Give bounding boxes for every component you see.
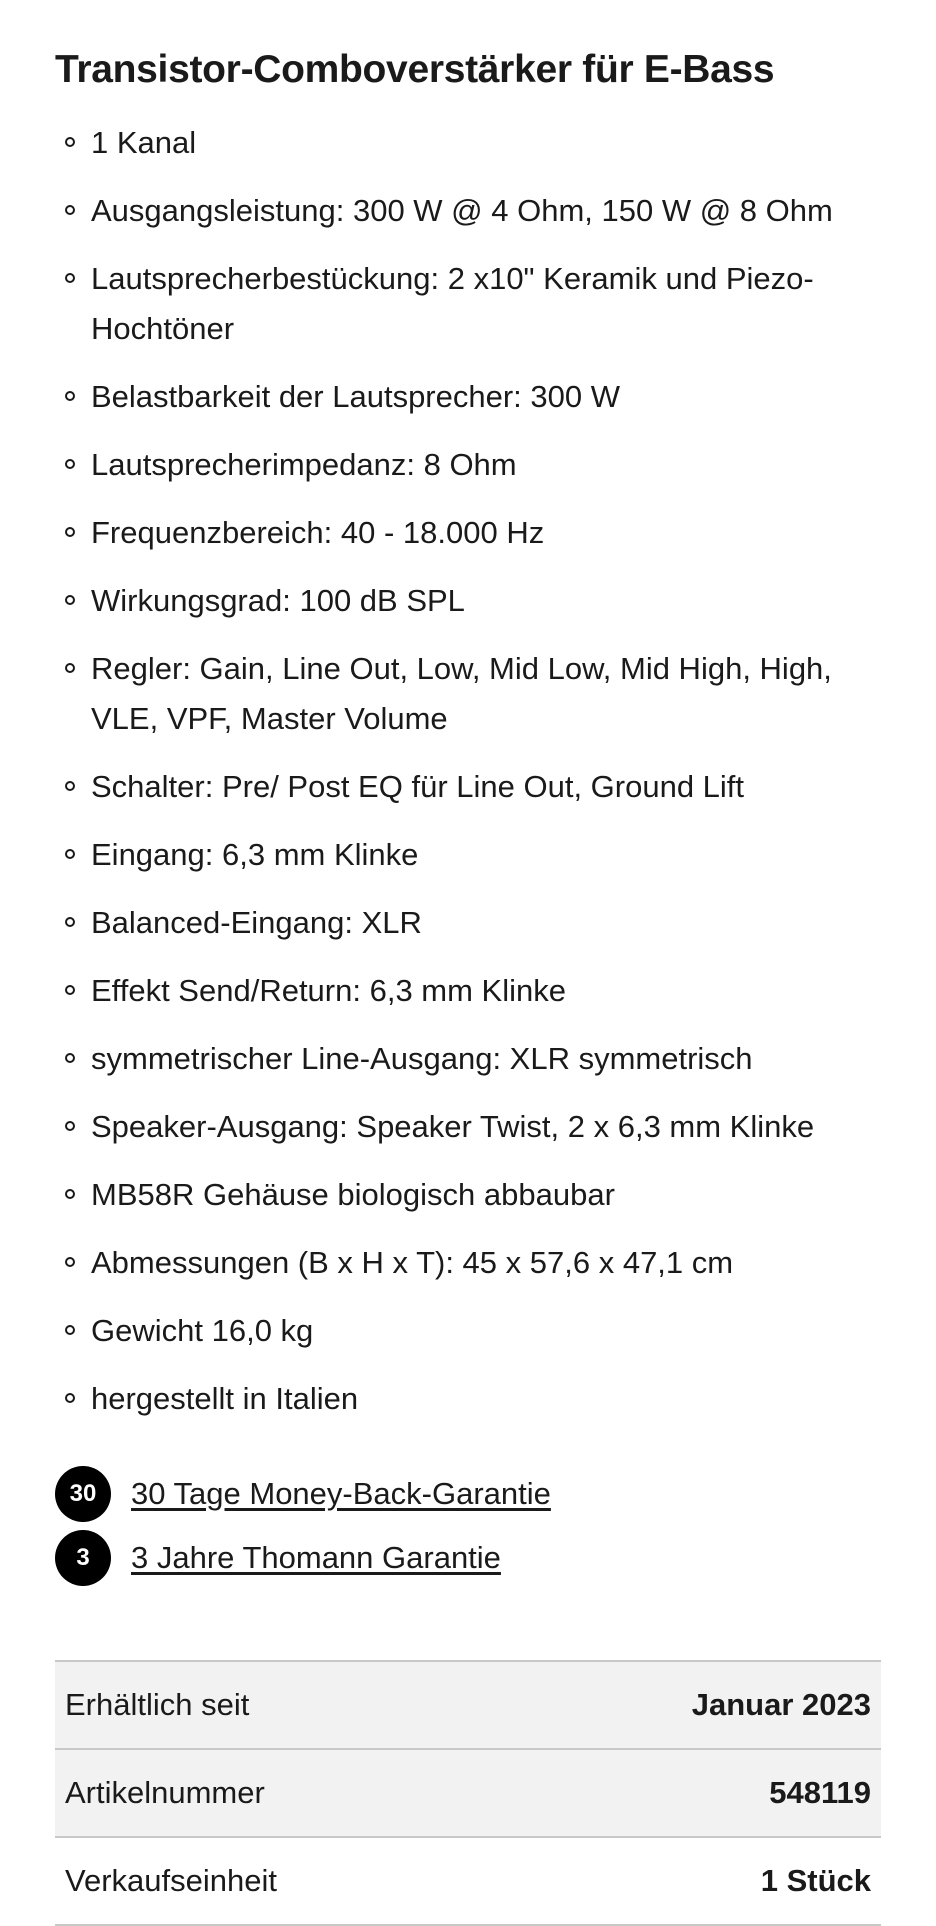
feature-item-switches: Schalter: Pre/ Post EQ für Line Out, Ground Lift bbox=[55, 762, 885, 812]
spec-label: Artikelnummer bbox=[55, 1749, 499, 1837]
spec-row-article-number bbox=[55, 1749, 881, 1837]
feature-item-impedance: Lautsprecherimpedanz: 8 Ohm bbox=[55, 440, 885, 490]
spec-label: Verkaufseinheit bbox=[55, 1837, 499, 1925]
spec-value: 1 Stück bbox=[499, 1837, 881, 1925]
spec-row-available-since bbox=[55, 1661, 881, 1749]
money-back-badge-icon: 30 bbox=[55, 1466, 111, 1522]
feature-item-controls: Regler: Gain, Line Out, Low, Mid Low, Mid High, High, VLE, VPF, Master Volume bbox=[55, 644, 885, 744]
product-title: Transistor-Comboverstärker für E-Bass bbox=[55, 48, 775, 91]
feature-item-dimensions: Abmessungen (B x H x T): 45 x 57,6 x 47,1 cm bbox=[55, 1238, 885, 1288]
guarantee-section bbox=[55, 1466, 885, 1594]
feature-item-speaker-out: Speaker-Ausgang: Speaker Twist, 2 x 6,3 mm Klinke bbox=[55, 1102, 885, 1152]
feature-item-input: Eingang: 6,3 mm Klinke bbox=[55, 830, 885, 880]
spec-value: 548119 bbox=[499, 1749, 881, 1837]
feature-item-speakers: Lautsprecherbestückung: 2 x10" Keramik und Piezo-Hochtöner bbox=[55, 254, 885, 354]
spec-row-sales-unit bbox=[55, 1837, 881, 1925]
feature-list bbox=[55, 118, 885, 1442]
feature-item-output-power: Ausgangsleistung: 300 W @ 4 Ohm, 150 W @ 8 Ohm bbox=[55, 186, 885, 236]
feature-item-channels: 1 Kanal bbox=[55, 118, 885, 168]
feature-item-frequency-range: Frequenzbereich: 40 - 18.000 Hz bbox=[55, 508, 885, 558]
feature-item-efficiency: Wirkungsgrad: 100 dB SPL bbox=[55, 576, 885, 626]
feature-item-effects-loop: Effekt Send/Return: 6,3 mm Klinke bbox=[55, 966, 885, 1016]
feature-item-housing: MB58R Gehäuse biologisch abbaubar bbox=[55, 1170, 885, 1220]
feature-item-origin: hergestellt in Italien bbox=[55, 1374, 885, 1424]
feature-item-speaker-rating: Belastbarkeit der Lautsprecher: 300 W bbox=[55, 372, 885, 422]
feature-item-weight: Gewicht 16,0 kg bbox=[55, 1306, 885, 1356]
feature-item-line-out: symmetrischer Line-Ausgang: XLR symmetrisch bbox=[55, 1034, 885, 1084]
spec-label: Erhältlich seit bbox=[55, 1661, 499, 1749]
spec-value: Januar 2023 bbox=[499, 1661, 881, 1749]
warranty-badge-icon: 3 bbox=[55, 1530, 111, 1586]
guarantee-money-back bbox=[55, 1466, 885, 1522]
warranty-guarantee-link[interactable]: 3 Jahre Thomann Garantie bbox=[131, 1540, 501, 1575]
feature-item-balanced-input: Balanced-Eingang: XLR bbox=[55, 898, 885, 948]
spec-table bbox=[55, 1660, 881, 1926]
money-back-guarantee-link[interactable]: 30 Tage Money-Back-Garantie bbox=[131, 1476, 551, 1511]
guarantee-warranty bbox=[55, 1530, 885, 1586]
